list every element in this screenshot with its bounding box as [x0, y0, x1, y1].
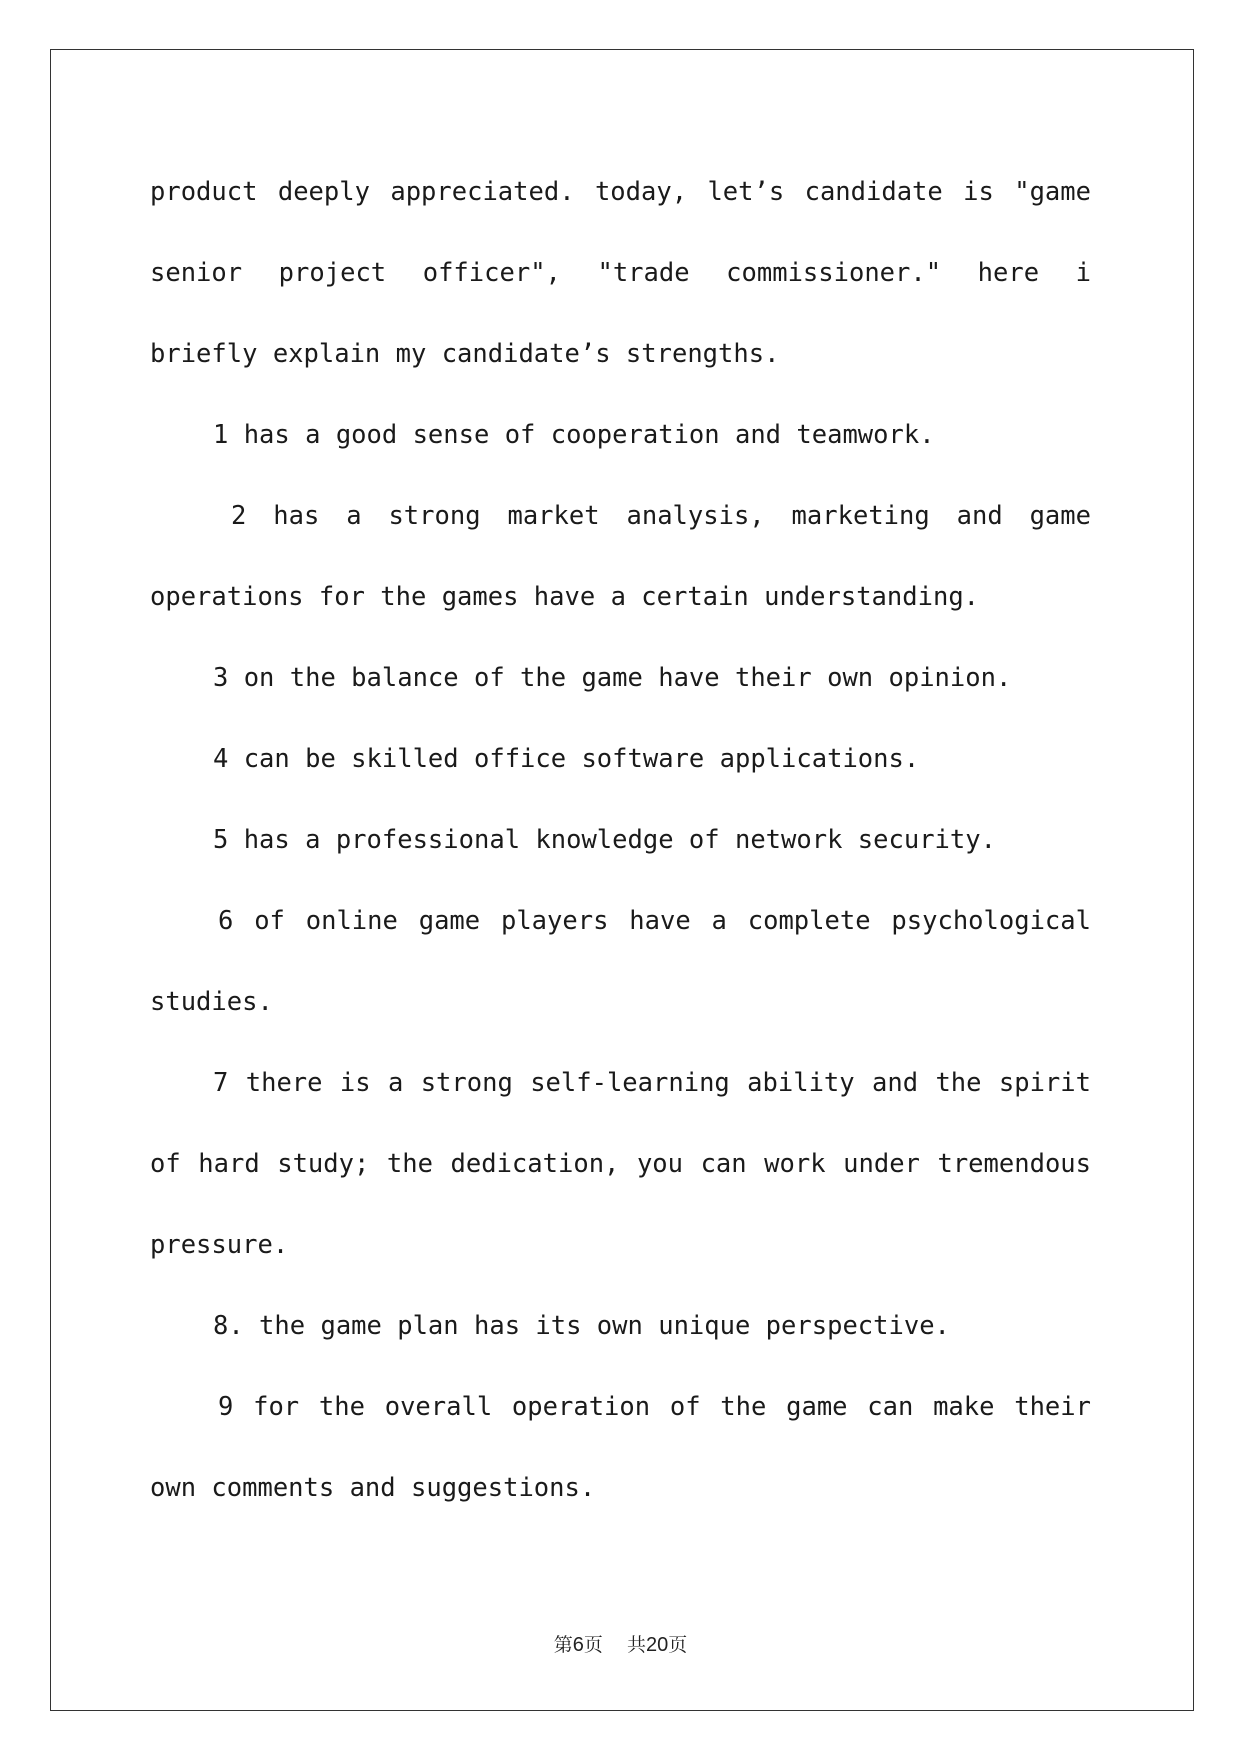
- page-number: 6: [572, 1634, 584, 1656]
- text-line: own comments and suggestions.: [150, 1473, 596, 1503]
- text-line: senior project officer", "trade commissioner." here i: [150, 258, 1091, 288]
- text-line: studies.: [150, 987, 273, 1017]
- text-line: 5 has a professional knowledge of network security.: [213, 825, 996, 855]
- text-line: 4 can be skilled office software applications.: [213, 744, 920, 774]
- total-suffix: 页: [668, 1634, 688, 1656]
- text-line: 6 of online game players have a complete psychological: [218, 906, 1091, 936]
- page-suffix: 页: [583, 1634, 603, 1656]
- text-line: 8. the game plan has its own unique perspective.: [213, 1311, 950, 1341]
- text-line: 2 has a strong market analysis, marketing and game: [231, 501, 1091, 531]
- text-line: operations for the games have a certain understanding.: [150, 582, 980, 612]
- text-line: product deeply appreciated. today, let’s candidate is "game: [150, 177, 1091, 207]
- page-footer: [0, 1630, 1241, 1657]
- text-line: briefly explain my candidate’s strengths.: [150, 339, 780, 369]
- text-line: 3 on the balance of the game have their own opinion.: [213, 663, 1012, 693]
- text-line: 9 for the overall operation of the game can make their: [218, 1392, 1091, 1422]
- page-prefix: 第: [553, 1634, 573, 1656]
- total-prefix: 共: [627, 1634, 647, 1656]
- text-line: 7 there is a strong self-learning ability and the spirit: [213, 1068, 1091, 1098]
- text-line: of hard study; the dedication, you can work under tremendous: [150, 1149, 1091, 1179]
- total-pages: 20: [646, 1634, 669, 1656]
- text-line: 1 has a good sense of cooperation and teamwork.: [213, 420, 935, 450]
- text-line: pressure.: [150, 1230, 289, 1260]
- page-border: [50, 49, 1194, 1711]
